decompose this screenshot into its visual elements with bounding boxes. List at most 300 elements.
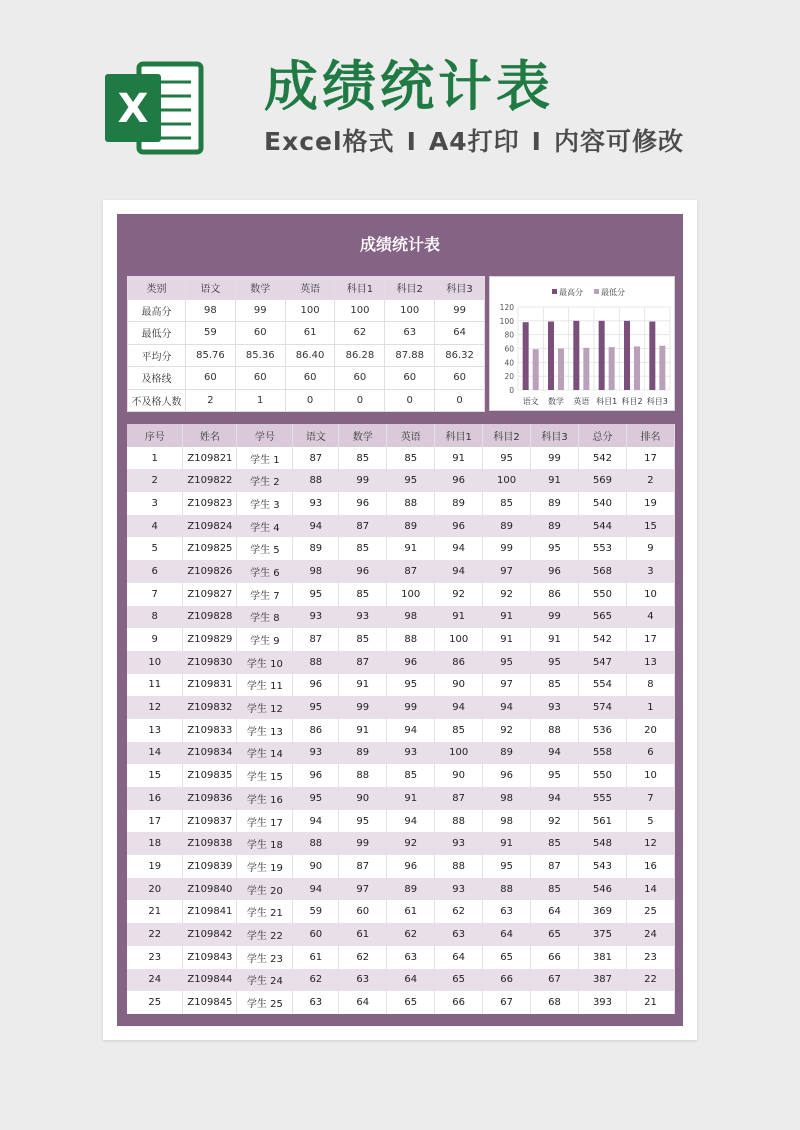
summary-cell: 61 — [285, 322, 335, 345]
score-cell: 98 — [293, 560, 339, 583]
score-cell: 学生 5 — [237, 537, 293, 560]
score-cell: 1 — [127, 447, 183, 470]
score-cell: 91 — [435, 447, 483, 470]
score-cell: 96 — [293, 674, 339, 697]
score-cell: 97 — [339, 878, 387, 901]
score-cell: 学生 19 — [237, 855, 293, 878]
score-cell: 3 — [626, 560, 674, 583]
score-cell: 64 — [435, 946, 483, 969]
score-cell: Z109839 — [183, 855, 237, 878]
score-cell: 100 — [483, 469, 531, 492]
score-cell: Z109840 — [183, 878, 237, 901]
bar-min — [558, 349, 564, 391]
subtitle-editable: 内容可修改 — [553, 127, 684, 156]
summary-row-label: 及格线 — [128, 367, 186, 390]
score-cell: 94 — [435, 696, 483, 719]
score-cell: Z109834 — [183, 742, 237, 765]
summary-cell: 64 — [435, 322, 485, 345]
score-cell: 学生 20 — [237, 878, 293, 901]
score-cell: 63 — [293, 991, 339, 1014]
score-cell: 375 — [579, 923, 627, 946]
score-cell: 87 — [435, 787, 483, 810]
score-cell: 85 — [339, 537, 387, 560]
score-cell: 89 — [531, 515, 579, 538]
score-cell: 85 — [339, 447, 387, 470]
score-cell: 95 — [531, 651, 579, 674]
bar-min — [533, 349, 539, 390]
bar-max — [573, 321, 579, 390]
score-cell: 13 — [127, 719, 183, 742]
bar-min — [659, 346, 665, 390]
score-cell: 18 — [127, 832, 183, 855]
summary-cell: 0 — [385, 389, 435, 412]
score-cell: 98 — [387, 606, 435, 629]
score-cell: 25 — [127, 991, 183, 1014]
score-cell: 63 — [387, 946, 435, 969]
score-cell: Z109829 — [183, 628, 237, 651]
table-row — [127, 810, 675, 833]
score-cell: 86 — [293, 719, 339, 742]
score-cell: 61 — [339, 923, 387, 946]
score-cell: 95 — [483, 651, 531, 674]
bar-max — [624, 321, 630, 390]
score-cell: 85 — [435, 719, 483, 742]
summary-header-cell: 英语 — [285, 277, 335, 300]
summary-cell: 86.28 — [335, 344, 385, 367]
score-cell: 94 — [387, 719, 435, 742]
document-page — [103, 200, 697, 1040]
score-cell: 555 — [579, 787, 627, 810]
score-cell: 87 — [339, 855, 387, 878]
score-cell: 学生 13 — [237, 719, 293, 742]
summary-header-cell: 类别 — [128, 277, 186, 300]
score-cell: 4 — [626, 606, 674, 629]
score-cell: 65 — [483, 946, 531, 969]
summary-cell: 62 — [335, 322, 385, 345]
score-cell: Z109828 — [183, 606, 237, 629]
table-row — [127, 515, 675, 538]
score-cell: 64 — [483, 923, 531, 946]
score-cell: Z109826 — [183, 560, 237, 583]
score-cell: 95 — [293, 583, 339, 606]
score-cell: 91 — [435, 606, 483, 629]
score-cell: 64 — [339, 991, 387, 1014]
score-cell: 10 — [626, 583, 674, 606]
score-cell: 3 — [127, 492, 183, 515]
score-cell: 547 — [579, 651, 627, 674]
y-tick-label: 0 — [509, 386, 514, 395]
score-cell: 2 — [127, 469, 183, 492]
score-cell: 381 — [579, 946, 627, 969]
summary-cell: 60 — [235, 322, 285, 345]
score-cell: 8 — [127, 606, 183, 629]
score-cell: 90 — [339, 787, 387, 810]
score-cell: 21 — [626, 991, 674, 1014]
score-cell: 学生 9 — [237, 628, 293, 651]
score-cell: 9 — [127, 628, 183, 651]
bar-max — [649, 322, 655, 390]
summary-cell: 100 — [385, 299, 435, 322]
score-cell: 62 — [387, 923, 435, 946]
score-cell: 387 — [579, 969, 627, 992]
score-cell: 88 — [293, 469, 339, 492]
score-cell: 14 — [626, 878, 674, 901]
summary-cell: 0 — [435, 389, 485, 412]
score-cell: 568 — [579, 560, 627, 583]
score-cell: 9 — [626, 537, 674, 560]
score-cell: 90 — [293, 855, 339, 878]
score-cell: 91 — [339, 719, 387, 742]
score-cell: 12 — [626, 832, 674, 855]
score-cell: Z109821 — [183, 447, 237, 470]
score-header-cell: 学号 — [237, 424, 293, 447]
subtitle-separator: I — [531, 127, 542, 156]
score-cell: 99 — [339, 469, 387, 492]
score-cell: 86 — [531, 583, 579, 606]
summary-row — [128, 389, 485, 412]
score-header-cell: 数学 — [339, 424, 387, 447]
score-cell: 94 — [293, 515, 339, 538]
table-row — [127, 583, 675, 606]
score-cell: 学生 2 — [237, 469, 293, 492]
score-cell: 17 — [626, 447, 674, 470]
score-cell: 86 — [435, 651, 483, 674]
score-cell: 16 — [626, 855, 674, 878]
score-cell: 96 — [483, 764, 531, 787]
score-cell: 93 — [387, 742, 435, 765]
y-tick-label: 60 — [504, 344, 514, 354]
score-cell: 550 — [579, 764, 627, 787]
score-cell: Z109833 — [183, 719, 237, 742]
score-cell: 93 — [293, 492, 339, 515]
score-cell: 95 — [387, 469, 435, 492]
score-cell: 学生 6 — [237, 560, 293, 583]
table-row — [127, 696, 675, 719]
score-cell: 94 — [531, 787, 579, 810]
score-cell: 90 — [435, 674, 483, 697]
score-cell: 学生 8 — [237, 606, 293, 629]
score-cell: 6 — [127, 560, 183, 583]
summary-cell: 60 — [186, 367, 236, 390]
score-cell: 85 — [339, 628, 387, 651]
table-row — [127, 628, 675, 651]
bar-max — [599, 321, 605, 390]
table-row — [127, 832, 675, 855]
score-cell: 87 — [293, 447, 339, 470]
score-cell: 学生 23 — [237, 946, 293, 969]
score-chart-svg — [490, 277, 676, 412]
hero-subtitle — [264, 124, 684, 160]
score-cell: Z109843 — [183, 946, 237, 969]
bar-max — [548, 322, 554, 390]
score-cell: Z109836 — [183, 787, 237, 810]
summary-cell: 87.88 — [385, 344, 435, 367]
score-cell: 553 — [579, 537, 627, 560]
score-cell: 22 — [127, 923, 183, 946]
y-tick-label: 100 — [499, 316, 514, 326]
score-cell: 99 — [387, 696, 435, 719]
table-row — [127, 537, 675, 560]
score-header-cell: 序号 — [127, 424, 183, 447]
score-cell: 94 — [483, 696, 531, 719]
x-tick-label: 科目2 — [621, 397, 643, 406]
score-cell: 92 — [531, 810, 579, 833]
score-cell: 19 — [626, 492, 674, 515]
subtitle-print: A4打印 — [428, 127, 520, 156]
score-cell: 学生 4 — [237, 515, 293, 538]
score-cell: 62 — [435, 900, 483, 923]
summary-cell: 60 — [385, 367, 435, 390]
score-cell: 550 — [579, 583, 627, 606]
summary-cell: 2 — [186, 389, 236, 412]
score-header-cell: 科目1 — [435, 424, 483, 447]
score-cell: 60 — [293, 923, 339, 946]
score-cell: 65 — [387, 991, 435, 1014]
summary-cell: 100 — [335, 299, 385, 322]
score-cell: 88 — [483, 878, 531, 901]
score-cell: 22 — [626, 969, 674, 992]
y-tick-label: 80 — [504, 330, 514, 340]
score-cell: 24 — [127, 969, 183, 992]
summary-cell: 59 — [186, 322, 236, 345]
score-cell: 88 — [387, 492, 435, 515]
score-cell: 536 — [579, 719, 627, 742]
score-cell: 16 — [127, 787, 183, 810]
score-cell: 87 — [339, 651, 387, 674]
table-row — [127, 764, 675, 787]
table-row — [127, 946, 675, 969]
score-cell: 87 — [531, 855, 579, 878]
score-cell: 61 — [387, 900, 435, 923]
sheet-title: 成绩统计表 — [359, 235, 440, 254]
score-cell: 93 — [435, 832, 483, 855]
score-cell: 88 — [339, 764, 387, 787]
score-cell: Z109841 — [183, 900, 237, 923]
score-cell: 95 — [531, 537, 579, 560]
score-cell: 574 — [579, 696, 627, 719]
score-cell: 569 — [579, 469, 627, 492]
score-cell: 558 — [579, 742, 627, 765]
score-cell: 95 — [387, 674, 435, 697]
spreadsheet — [117, 214, 683, 1026]
score-cell: 14 — [127, 742, 183, 765]
hero-banner — [0, 0, 800, 200]
score-cell: 97 — [483, 674, 531, 697]
score-cell: 95 — [531, 764, 579, 787]
score-cell: 85 — [531, 878, 579, 901]
score-cell: 96 — [387, 651, 435, 674]
score-cell: 67 — [531, 969, 579, 992]
logo-letter: X — [117, 86, 149, 132]
score-header-cell: 姓名 — [183, 424, 237, 447]
score-cell: 93 — [293, 606, 339, 629]
score-cell: 95 — [483, 855, 531, 878]
score-cell: 61 — [293, 946, 339, 969]
score-cell: Z109822 — [183, 469, 237, 492]
score-cell: 88 — [293, 832, 339, 855]
score-cell: 96 — [435, 469, 483, 492]
score-cell: 554 — [579, 674, 627, 697]
score-cell: 95 — [293, 787, 339, 810]
score-cell: 565 — [579, 606, 627, 629]
x-tick-label: 英语 — [573, 397, 590, 406]
legend-label: 最低分 — [601, 288, 625, 297]
score-cell: Z109837 — [183, 810, 237, 833]
score-cell: Z109842 — [183, 923, 237, 946]
score-cell: 87 — [339, 515, 387, 538]
summary-row — [128, 299, 485, 322]
summary-cell: 99 — [435, 299, 485, 322]
table-row — [127, 674, 675, 697]
summary-header-cell: 数学 — [235, 277, 285, 300]
score-cell: 91 — [531, 628, 579, 651]
score-header-cell: 总分 — [579, 424, 627, 447]
score-cell: 91 — [483, 628, 531, 651]
score-cell: 62 — [339, 946, 387, 969]
score-cell: 89 — [483, 515, 531, 538]
summary-cell: 85.36 — [235, 344, 285, 367]
score-cell: 91 — [387, 787, 435, 810]
score-header-cell: 科目3 — [531, 424, 579, 447]
score-cell: 91 — [339, 674, 387, 697]
score-cell: 85 — [531, 832, 579, 855]
score-cell: 85 — [483, 492, 531, 515]
score-cell: 66 — [483, 969, 531, 992]
score-cell: 96 — [339, 492, 387, 515]
summary-cell: 0 — [335, 389, 385, 412]
score-cell: 89 — [387, 515, 435, 538]
excel-logo-icon — [103, 60, 205, 156]
summary-header-row — [128, 277, 485, 300]
table-row — [127, 878, 675, 901]
score-cell: 学生 7 — [237, 583, 293, 606]
score-table — [127, 424, 675, 1014]
score-cell: 96 — [531, 560, 579, 583]
score-cell: 91 — [483, 832, 531, 855]
score-cell: 93 — [339, 606, 387, 629]
score-cell: 11 — [127, 674, 183, 697]
score-cell: 学生 24 — [237, 969, 293, 992]
score-cell: 6 — [626, 742, 674, 765]
bar-max — [523, 322, 529, 390]
table-row — [127, 923, 675, 946]
summary-cell: 60 — [285, 367, 335, 390]
score-cell: 23 — [127, 946, 183, 969]
summary-cell: 60 — [235, 367, 285, 390]
table-row — [127, 719, 675, 742]
summary-cell: 1 — [235, 389, 285, 412]
score-cell: 89 — [387, 878, 435, 901]
score-cell: 94 — [531, 742, 579, 765]
score-cell: 学生 1 — [237, 447, 293, 470]
table-row — [127, 560, 675, 583]
hero-title: 成绩统计表 — [264, 55, 554, 118]
score-cell: 68 — [531, 991, 579, 1014]
score-cell: 94 — [435, 560, 483, 583]
score-cell: 学生 10 — [237, 651, 293, 674]
table-row — [127, 651, 675, 674]
summary-table — [127, 276, 485, 412]
score-cell: 89 — [435, 492, 483, 515]
score-cell: Z109827 — [183, 583, 237, 606]
score-cell: 66 — [531, 946, 579, 969]
score-cell: 91 — [531, 469, 579, 492]
score-cell: Z109823 — [183, 492, 237, 515]
score-cell: 8 — [626, 674, 674, 697]
score-cell: 96 — [339, 560, 387, 583]
score-cell: 25 — [626, 900, 674, 923]
table-row — [127, 855, 675, 878]
score-cell: 学生 18 — [237, 832, 293, 855]
score-cell: Z109825 — [183, 537, 237, 560]
score-cell: 544 — [579, 515, 627, 538]
summary-row — [128, 322, 485, 345]
summary-header-cell: 语文 — [186, 277, 236, 300]
score-cell: 393 — [579, 991, 627, 1014]
summary-cell: 100 — [285, 299, 335, 322]
score-cell: 89 — [531, 492, 579, 515]
summary-row-label: 不及格人数 — [128, 389, 186, 412]
score-cell: 64 — [531, 900, 579, 923]
summary-header-cell: 科目3 — [435, 277, 485, 300]
score-cell: 4 — [127, 515, 183, 538]
score-cell: 89 — [483, 742, 531, 765]
legend-swatch — [552, 289, 557, 294]
summary-section — [127, 276, 683, 411]
score-cell: 17 — [626, 628, 674, 651]
score-header-cell: 语文 — [293, 424, 339, 447]
score-cell: 546 — [579, 878, 627, 901]
score-cell: 85 — [387, 764, 435, 787]
y-tick-label: 20 — [504, 372, 514, 382]
score-cell: Z109824 — [183, 515, 237, 538]
score-header-cell: 科目2 — [483, 424, 531, 447]
score-cell: 19 — [127, 855, 183, 878]
score-cell: Z109845 — [183, 991, 237, 1014]
score-cell: 20 — [127, 878, 183, 901]
score-cell: 99 — [339, 696, 387, 719]
score-header-cell: 英语 — [387, 424, 435, 447]
table-row — [127, 606, 675, 629]
score-cell: 94 — [435, 537, 483, 560]
score-cell: 91 — [387, 537, 435, 560]
score-cell: 99 — [339, 832, 387, 855]
subtitle-format: Excel格式 — [264, 127, 395, 156]
score-cell: 64 — [387, 969, 435, 992]
score-cell: 1 — [626, 696, 674, 719]
score-cell: 93 — [293, 742, 339, 765]
bar-min — [634, 346, 640, 390]
score-cell: 94 — [387, 810, 435, 833]
score-cell: 94 — [293, 878, 339, 901]
score-header-cell: 排名 — [626, 424, 674, 447]
summary-row-label: 平均分 — [128, 344, 186, 367]
bar-min — [583, 348, 589, 390]
score-cell: 87 — [387, 560, 435, 583]
summary-cell: 99 — [235, 299, 285, 322]
score-cell: 学生 11 — [237, 674, 293, 697]
score-cell: Z109831 — [183, 674, 237, 697]
summary-row — [128, 344, 485, 367]
score-cell: Z109832 — [183, 696, 237, 719]
summary-row-label: 最高分 — [128, 299, 186, 322]
score-cell: 65 — [435, 969, 483, 992]
score-cell: 93 — [435, 878, 483, 901]
summary-header-cell: 科目1 — [335, 277, 385, 300]
score-cell: 90 — [435, 764, 483, 787]
score-cell: 93 — [531, 696, 579, 719]
summary-cell: 86.32 — [435, 344, 485, 367]
